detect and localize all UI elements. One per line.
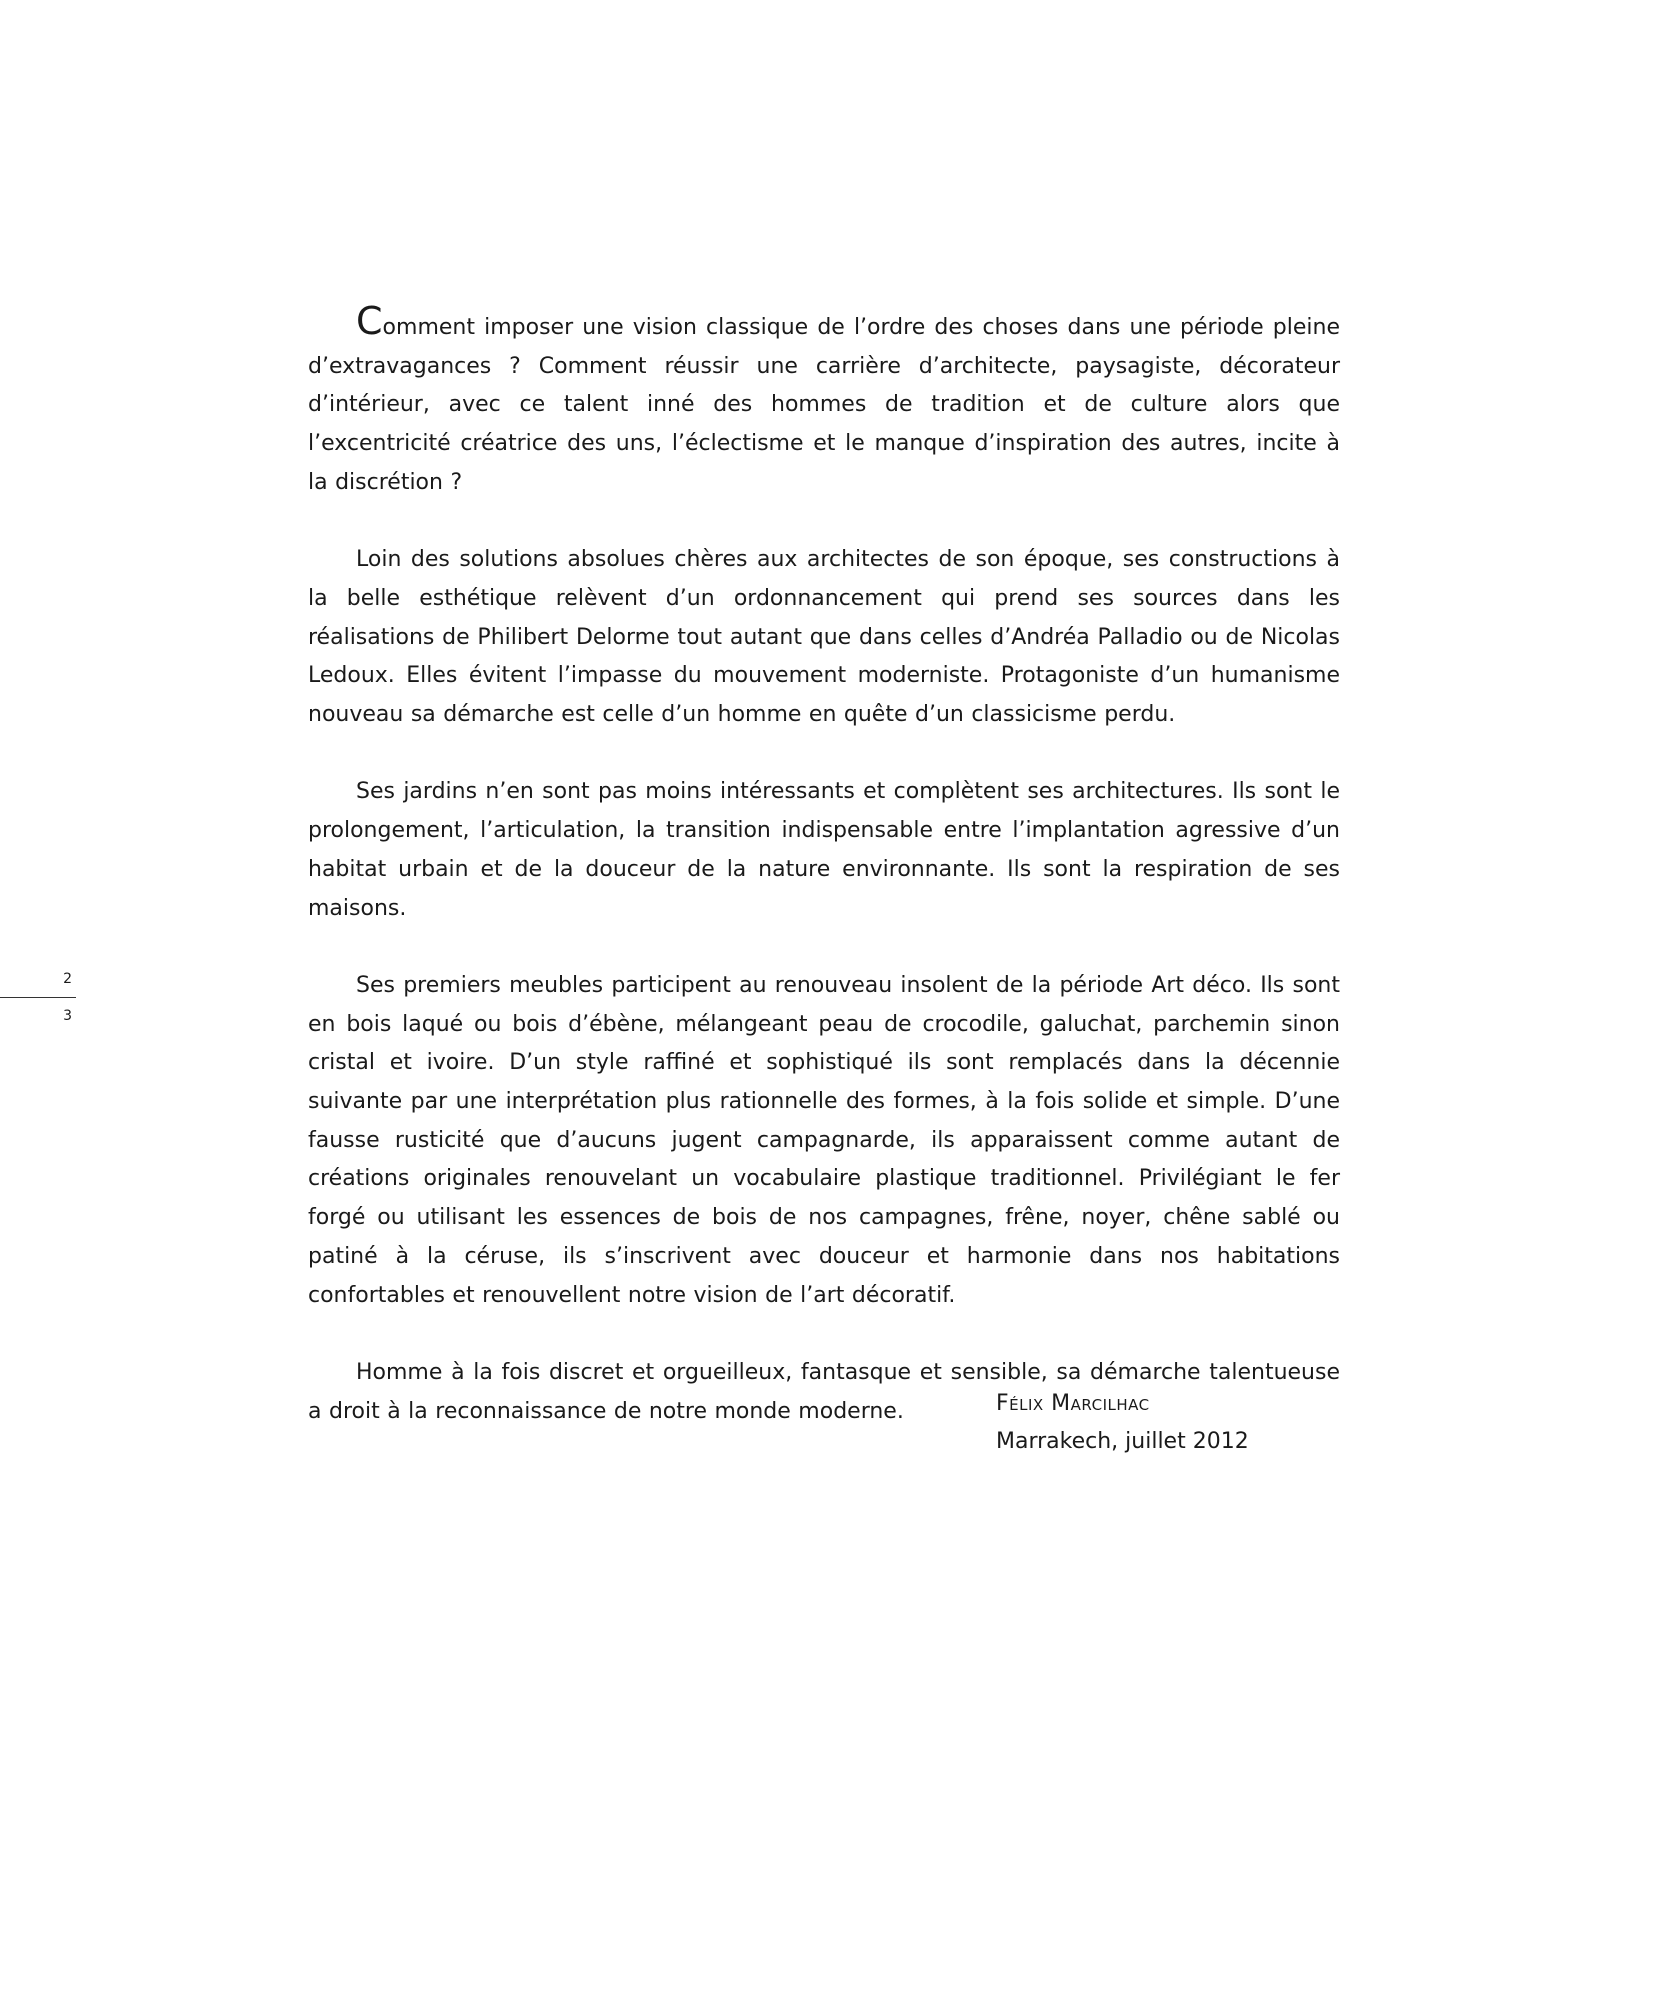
- initial-letter: C: [356, 299, 383, 343]
- paragraph-4: Ses premiers meubles participent au renouveau insolent de la période Art déco. Ils sont en bois laqué ou bois d’ébène, mélangeant peau de crocodile, galuchat, parchemin sinon cristal et ivoire. D’un style raffiné et sophistiqué ils sont remplacés dans la décennie suivante par une interprétation plus rationnelle des formes, à la fois solide et simple. D’une fausse rusticité que d’aucuns jugent campagnarde, ils apparaissent comme autant de créations originales renouvelant un vocabulaire plastique traditionnel. Privilégiant le fer forgé ou utilisant les essences de bois de nos campagnes, frêne, noyer, chêne sablé ou patiné à la céruse, ils s’inscrivent avec douceur et harmonie dans nos habitations confortables et renouvellent notre vision de l’art décoratif.: [308, 972, 1340, 1308]
- place-and-date: Marrakech, juillet 2012: [996, 1429, 1249, 1454]
- left-page-number: 2: [63, 971, 72, 987]
- paragraph-1: [308, 299, 1340, 503]
- right-page-number: 3: [63, 1008, 72, 1024]
- paragraph-1-text: omment imposer une vision classique de l’ordre des choses dans une période pleine d’extravagances ? Comment réussir une carrière d’architecte, paysagiste, décorateur d’intérieur, avec ce talent inné des hommes de tradition et de culture alors que l’excentricité créatrice des uns, l’éclectisme et le manque d’inspiration des autres, incite à la discrétion ?: [308, 315, 1340, 495]
- paragraph-5: Homme à la fois discret et orgueilleux, fantasque et sensible, sa démarche talentueuse a droit à la reconnaissance de notre monde moderne.: [308, 1359, 1340, 1424]
- author-name: Félix Marcilhac: [996, 1391, 1150, 1416]
- page-folio: [0, 968, 76, 1027]
- preface-text: [308, 299, 1340, 1431]
- signature-block: [996, 1385, 1249, 1461]
- folio-divider: [0, 997, 76, 998]
- paragraph-2: Loin des solutions absolues chères aux architectes de son époque, ses constructions à la belle esthétique relèvent d’un ordonnancement qui prend ses sources dans les réalisations de Philibert Delorme tout autant que dans celles d’Andréa Palladio ou de Nicolas Ledoux. Elles évitent l’impasse du mouvement moderniste. Protagoniste d’un humanisme nouveau sa démarche est celle d’un homme en quête d’un classicisme perdu.: [308, 547, 1340, 728]
- paragraph-3: Ses jardins n’en sont pas moins intéressants et complètent ses architectures. Ils sont le prolongement, l’articulation, la transition indispensable entre l’implantation agressive d’un habitat urbain et de la douceur de la nature environnante. Ils sont la respiration de ses maisons.: [308, 779, 1340, 921]
